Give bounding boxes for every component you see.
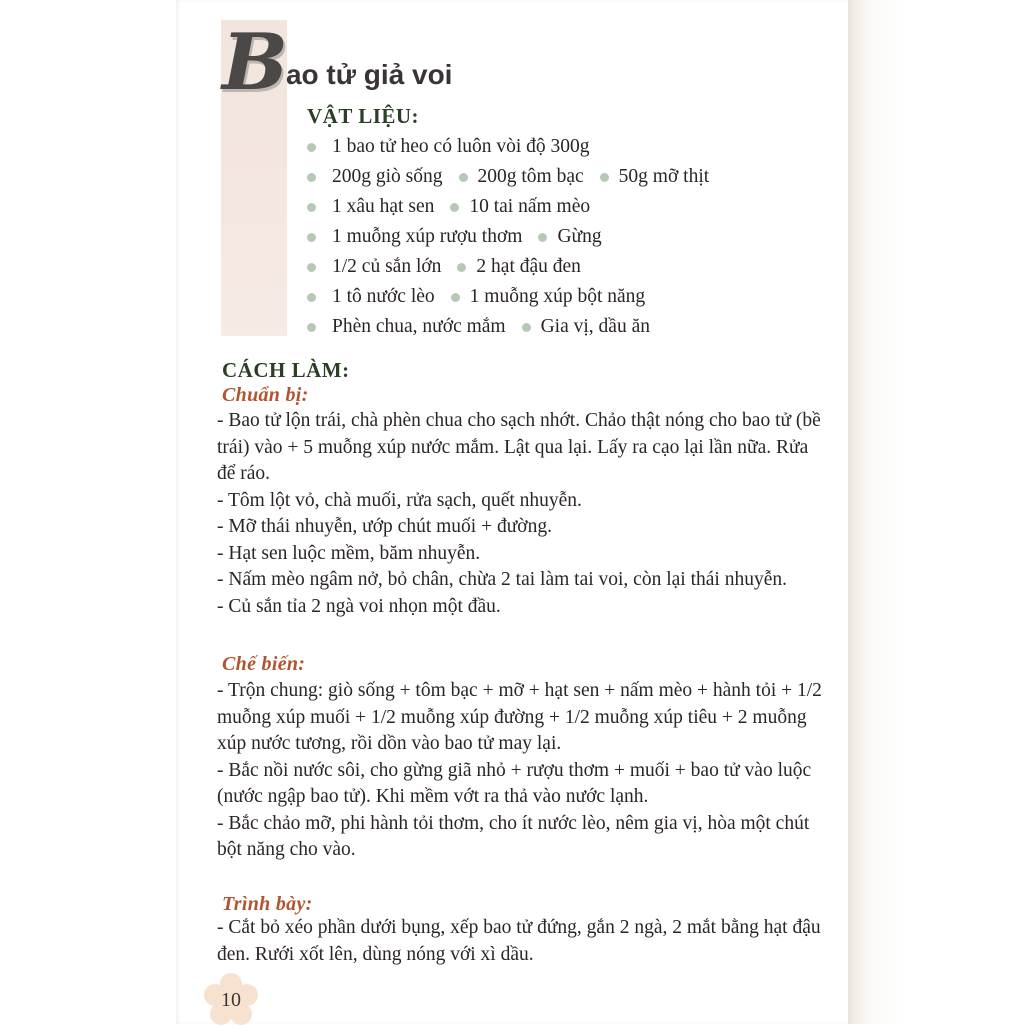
ingredient-item (534, 226, 601, 248)
ingredient-text: 10 tai nấm mèo (469, 196, 591, 217)
step-text: - Bao tử lộn trái, chà phèn chua cho sạch nhớt. Chảo thật nóng cho bao tử (bề trái) vào + 5 muỗng xúp nước mắm. Lật qua lại. Lấy ra cạo lại lần nữa. Rửa để ráo. (217, 410, 821, 484)
bullet-dot-icon (307, 173, 316, 182)
ingredient-row (307, 252, 721, 282)
ingredient-item (453, 256, 581, 278)
step-text: - Bắc chảo mỡ, phi hành tỏi thơm, cho ít nước lèo, nêm gia vị, hòa một chút bột năng cho vào. (217, 812, 810, 860)
step-text: - Nấm mèo ngâm nở, bỏ chân, chừa 2 tai làm tai voi, còn lại thái nhuyễn. (217, 569, 787, 590)
cook-steps (217, 678, 829, 864)
bullet-dot-icon (307, 203, 316, 212)
ingredient-item (446, 196, 590, 218)
ingredient-text: 50g mỡ thịt (618, 166, 710, 187)
bullet-dot-icon (459, 173, 468, 182)
prep-steps (217, 408, 829, 620)
cook-heading: Chế biến: (222, 653, 306, 675)
bullet-dot-icon (307, 293, 316, 302)
ingredient-text: 200g giò sống (332, 166, 443, 187)
step-text: - Tôm lột vỏ, chà muối, rửa sạch, quết nhuyễn. (217, 489, 582, 511)
step-text: - Cắt bỏ xéo phần dưới bụng, xếp bao tử đứng, gắn 2 ngà, 2 mắt bằng hạt đậu đen. Rưới xốt lên, dùng nóng với xì dầu. (217, 917, 821, 965)
bullet-dot-icon (307, 143, 316, 152)
ingredient-item (307, 286, 435, 308)
recipe-title (222, 17, 453, 108)
present-heading: Trình bày: (222, 893, 313, 915)
ingredient-item (307, 226, 522, 248)
step-text: - Trộn chung: giò sống + tôm bạc + mỡ + hạt sen + nấm mèo + hành tỏi + 1/2 muỗng xúp muối + 1/2 muỗng xúp đường + 1/2 muỗng xúp tiêu + 2 muỗng xúp nước tương, rồi dồn vào bao tử may lại. (217, 680, 822, 754)
ingredients-heading: VẬT LIỆU: (307, 104, 420, 128)
bullet-dot-icon (307, 263, 316, 272)
bullet-dot-icon (457, 263, 466, 272)
ingredient-item (307, 256, 441, 278)
ingredient-text: 2 hạt đậu đen (476, 256, 581, 277)
ingredient-item (307, 166, 443, 188)
ingredient-text: 1 bao tử heo có luôn vòi độ 300g (332, 136, 590, 157)
ingredient-item (307, 136, 590, 158)
ingredient-text: 200g tôm bạc (477, 166, 584, 187)
ingredient-row (307, 192, 721, 222)
ingredient-text: 1 xâu hạt sen (332, 196, 435, 217)
bullet-dot-icon (307, 323, 316, 332)
ingredient-row (307, 282, 721, 312)
ingredient-row (307, 222, 721, 252)
ingredient-text: 1 muỗng xúp rượu thơm (332, 226, 523, 247)
ingredient-text: 1 tô nước lèo (332, 286, 435, 307)
ingredient-text: 1 muỗng xúp bột năng (469, 286, 646, 307)
method-heading: CÁCH LÀM: (222, 358, 350, 382)
bullet-dot-icon (450, 203, 459, 212)
ingredient-item (447, 286, 646, 308)
step-text: - Hạt sen luộc mềm, băm nhuyễn. (217, 542, 481, 564)
bullet-dot-icon (307, 233, 316, 242)
bullet-dot-icon (600, 173, 609, 182)
page-number: 10 (221, 988, 241, 1011)
present-steps (217, 915, 829, 968)
step-text: - Bắc nồi nước sôi, cho gừng giã nhỏ + rượu thơm + muối + bao tử vào luộc (nước ngập bao tử). Khi mềm vớt ra thả vào nước lạnh. (217, 759, 812, 807)
ingredient-item (518, 316, 650, 338)
ingredient-row (307, 312, 721, 342)
ingredients-list (307, 132, 721, 342)
ingredient-text: Gia vị, dầu ăn (540, 316, 650, 337)
step-text: - Củ sắn tỉa 2 ngà voi nhọn một đầu. (217, 595, 501, 617)
title-drop-cap: B (222, 17, 288, 108)
ingredient-text: Phèn chua, nước mắm (332, 316, 506, 337)
bullet-dot-icon (451, 293, 460, 302)
bullet-dot-icon (522, 323, 531, 332)
page-number-badge (203, 973, 259, 1029)
prep-heading: Chuẩn bị: (222, 384, 309, 406)
book-gutter-edge (848, 0, 1024, 1024)
ingredient-row (307, 162, 721, 192)
ingredient-item (596, 166, 709, 188)
ingredient-row (307, 132, 721, 162)
ingredient-item (307, 196, 434, 218)
ingredient-item (307, 316, 506, 338)
ingredient-text: Gừng (557, 226, 602, 247)
ingredient-text: 1/2 củ sắn lớn (332, 256, 442, 277)
step-text: - Mỡ thái nhuyễn, ướp chút muối + đường. (217, 516, 552, 537)
title-text: ao tử giả voi (285, 59, 453, 90)
bullet-dot-icon (538, 233, 547, 242)
ingredient-item (455, 166, 584, 188)
